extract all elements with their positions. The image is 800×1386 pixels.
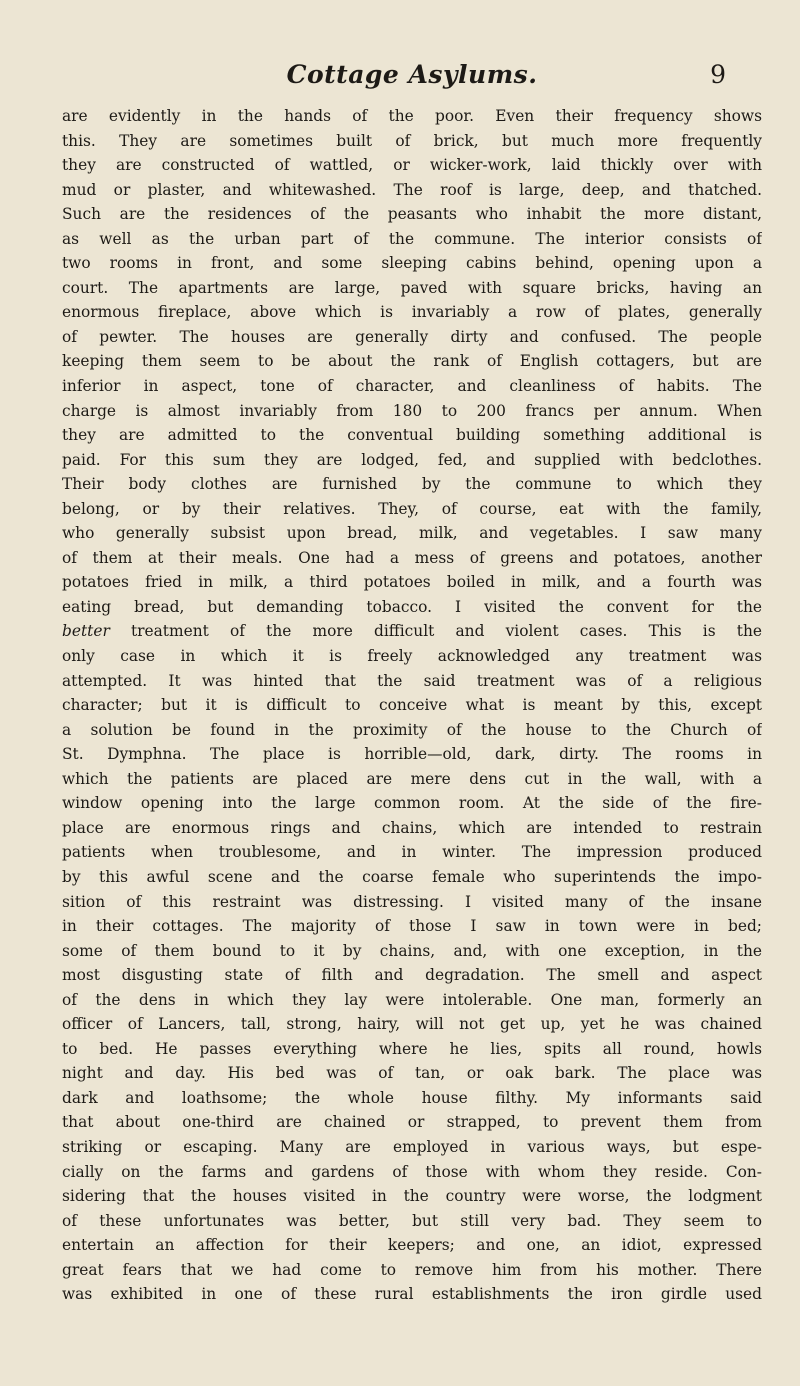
body-text xyxy=(62,104,762,1307)
text-line: some of them bound to it by chains, and, with one exception, in the xyxy=(62,941,762,960)
text-line: window opening into the large common room. At the side of the fire- xyxy=(62,794,762,813)
text-line: are evidently in the hands of the poor. Even their frequency shows xyxy=(62,107,762,125)
text-line: they are constructed of wattled, or wicker-work, laid thickly over with xyxy=(62,156,762,175)
text-line: of pewter. The houses are generally dirty and confused. The people xyxy=(62,327,762,346)
text-line: entertain an affection for their keepers; and one, an idiot, expressed xyxy=(62,1236,762,1255)
text-line: attempted. It was hinted that the said treatment was of a religious xyxy=(62,671,762,690)
text-line: paid. For this sum they are lodged, fed, and supplied with bedclothes. xyxy=(62,450,762,469)
text-line: of them at their meals. One had a mess of greens and potatoes, another xyxy=(62,548,762,567)
text-line: which the patients are placed are mere dens cut in the wall, with a xyxy=(62,769,762,788)
text-line: they are admitted to the conventual building something additional is xyxy=(62,426,762,445)
text-line: great fears that we had come to remove him from his mother. There xyxy=(62,1260,762,1279)
text-line: night and day. His bed was of tan, or oak bark. The place was xyxy=(62,1064,762,1083)
text-line: Such are the residences of the peasants who inhabit the more distant, xyxy=(62,205,762,224)
text-line: officer of Lancers, tall, strong, hairy, will not get up, yet he was chained xyxy=(62,1015,762,1034)
text-line: dark and loathsome; the whole house filthy. My informants said xyxy=(62,1088,762,1107)
text-line: in their cottages. The majority of those I saw in town were in bed; xyxy=(62,917,762,936)
text-line: a solution be found in the proximity of the house to the Church of xyxy=(62,720,762,739)
running-title: Cottage Asylums. xyxy=(286,60,538,89)
text-line: of the dens in which they lay were intolerable. One man, formerly an xyxy=(62,990,762,1009)
text-line-with-italic xyxy=(62,619,762,644)
italic-word: better xyxy=(62,622,110,641)
text-line: Their body clothes are furnished by the commune to which they xyxy=(62,475,762,494)
text-line: by this awful scene and the coarse female who superintends the impo- xyxy=(62,867,762,886)
text-line: to bed. He passes everything where he lies, spits all round, howls xyxy=(62,1039,762,1058)
text-line: charge is almost invariably from 180 to 200 francs per annum. When xyxy=(62,401,762,420)
text-line: striking or escaping. Many are employed in various ways, but espe- xyxy=(62,1137,762,1156)
text-line: belong, or by their relatives. They, of course, eat with the family, xyxy=(62,499,762,518)
text-line: sition of this restraint was distressing. I visited many of the insane xyxy=(62,892,762,911)
text-line: mud or plaster, and whitewashed. The roof is large, deep, and thatched. xyxy=(62,180,762,199)
text-line: inferior in aspect, tone of character, and cleanliness of habits. The xyxy=(62,377,762,396)
text-line: eating bread, but demanding tobacco. I visited the convent for the xyxy=(62,597,762,616)
text-line: keeping them seem to be about the rank of English cottagers, but are xyxy=(62,352,762,371)
text-line: cially on the farms and gardens of those with whom they reside. Con- xyxy=(62,1162,762,1181)
text-line: was exhibited in one of these rural establishments the iron girdle used xyxy=(62,1285,762,1304)
text-line: patients when troublesome, and in winter. The impression produced xyxy=(62,843,762,862)
text-line: only case in which it is freely acknowledged any treatment was xyxy=(62,647,762,666)
text-line: potatoes fried in milk, a third potatoes boiled in milk, and a fourth was xyxy=(62,573,762,592)
text-line: court. The apartments are large, paved with square bricks, having an xyxy=(62,278,762,297)
text-line: of these unfortunates was better, but still very bad. They seem to xyxy=(62,1211,762,1230)
text-line: most disgusting state of filth and degradation. The smell and aspect xyxy=(62,966,762,985)
text-line: enormous fireplace, above which is invariably a row of plates, generally xyxy=(62,303,762,322)
text-line: who generally subsist upon bread, milk, and vegetables. I saw many xyxy=(62,524,762,543)
text-line: that about one-third are chained or strapped, to prevent them from xyxy=(62,1113,762,1132)
text-line: this. They are sometimes built of brick, but much more frequently xyxy=(62,131,762,150)
text-line: sidering that the houses visited in the country were worse, the lodgment xyxy=(62,1187,762,1206)
text-line: two rooms in front, and some sleeping cabins behind, opening upon a xyxy=(62,254,762,273)
text-line: St. Dymphna. The place is horrible—old, dark, dirty. The rooms in xyxy=(62,745,762,764)
text-line: place are enormous rings and chains, which are intended to restrain xyxy=(62,818,762,837)
text-line: as well as the urban part of the commune. The interior consists of xyxy=(62,229,762,248)
text-line-rest: treatment of the more difficult and violent cases. This is the xyxy=(130,622,762,641)
text-line: character; but it is difficult to conceive what is meant by this, except xyxy=(62,696,762,715)
running-head xyxy=(62,60,762,104)
page-number: 9 xyxy=(710,60,726,89)
